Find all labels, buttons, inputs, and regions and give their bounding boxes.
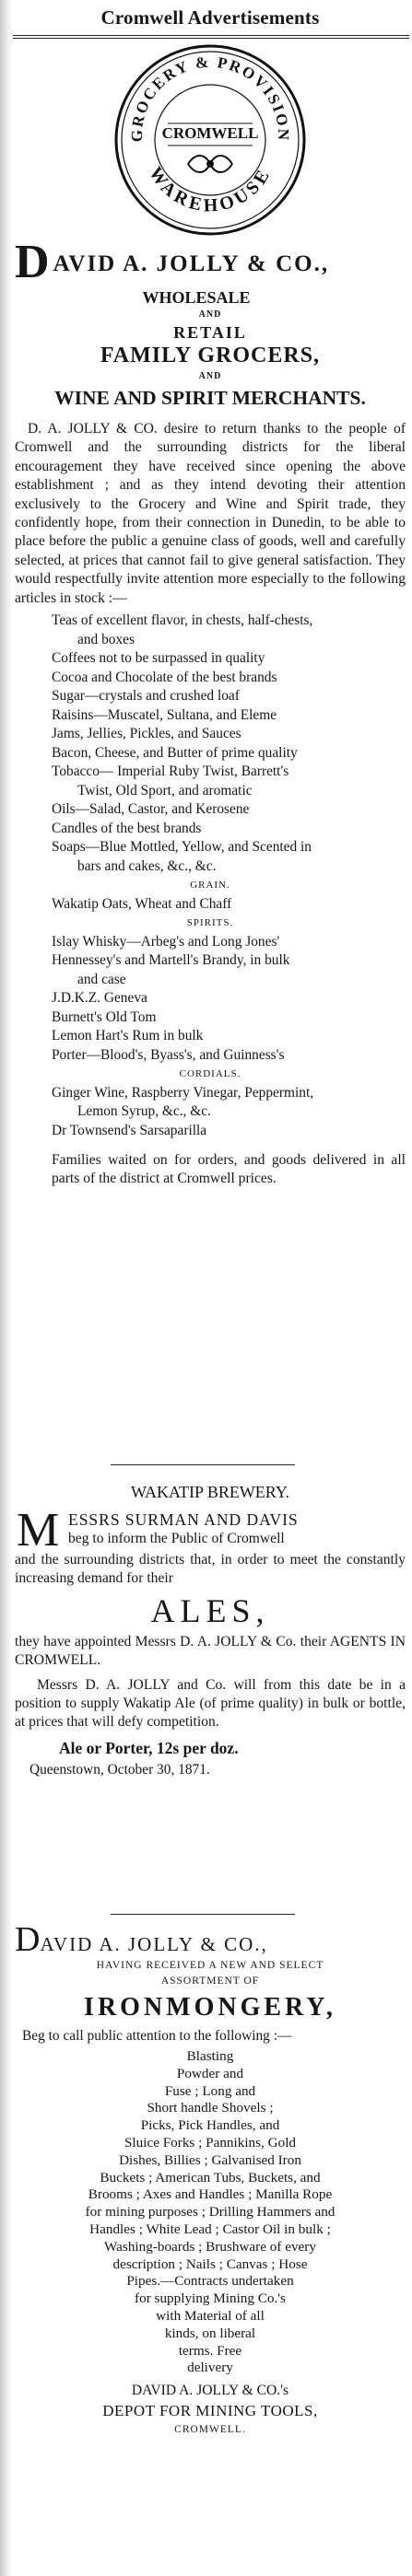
list-item: Tobacco— Imperial Ruby Twist, Barrett's: [52, 763, 289, 780]
list-item: Islay Whisky—Arbeg's and Long Jones': [52, 933, 280, 950]
retail-label: RETAIL: [173, 323, 247, 342]
list-item: Fuse ; Long and: [164, 2082, 256, 2099]
seal-center-text: CROMWELL: [161, 124, 259, 142]
firm-name-line: [15, 236, 406, 288]
list-item: Twist, Old Sport, and aromatic: [77, 782, 253, 798]
footer-town: CROMWELL.: [174, 2424, 246, 2436]
list-item: Pipes.—Contracts undertaken: [126, 2273, 294, 2290]
spirits-heading: SPIRITS.: [186, 917, 234, 929]
list-item: Cocoa and Chocolate of the best brands: [52, 669, 277, 685]
list-item: Burnett's Old Tom: [52, 1008, 157, 1025]
firm-name: AVID A. JOLLY & CO.,: [53, 251, 330, 276]
wholesale-label: WHOLESALE: [142, 288, 251, 307]
list-item: Teas of excellent flavor, in chests, half-chests,: [52, 612, 313, 629]
intro-paragraph: D. A. JOLLY & CO. desire to return thanks to the people of Cromwell and the surrounding districts for the liberal encouragement they have received since opening the above establishment ; and as they intend devoting their attention exclusively to the Grocery and Wine and Spirit trade, they confidently hope, from their connection in Dunedin, to be able to place before the public a genuine class of goods, well and carefully selected, at prices that cannot fail to give general satisfaction. They would respectfully invite attention more especially to the following articles in stock :—: [15, 421, 406, 606]
ornament-icon: [188, 156, 232, 172]
list-item: Sluice Forks ; Pannikins, Gold: [124, 2134, 297, 2151]
page-header: Cromwell Advertisements: [100, 6, 320, 29]
ironmongery-label: IRONMONGERY,: [84, 1993, 336, 2022]
firm-name-line-2: [15, 1921, 406, 1958]
footer-depot: DEPOT FOR MINING TOOLS,: [102, 2402, 318, 2420]
brewery-line-2: beg to inform the Public of Cromwell: [68, 1531, 285, 1546]
cordials-heading: CORDIALS.: [179, 1068, 241, 1080]
brewery-first-lines: [15, 1504, 406, 1556]
list-item: Oils—Salad, Castor, and Kerosene: [52, 801, 250, 818]
ad-jolly-ironmongery: [15, 1921, 406, 2438]
ad-jolly-grocers: [15, 236, 406, 1189]
drop-cap: M: [17, 1504, 60, 1556]
short-rule-1: [111, 1464, 295, 1465]
list-item: Soaps—Blue Mottled, Yellow, and Scented in: [52, 839, 312, 856]
price-line: Ale or Porter, 12s per doz.: [59, 1738, 239, 1757]
ad-wakatip-brewery: [15, 1481, 406, 1780]
list-item: and boxes: [77, 631, 135, 647]
seal-bottom-text: WAREHOUSE: [145, 163, 276, 216]
list-item: for mining purposes ; Drilling Hammers and: [85, 2204, 335, 2220]
brewery-body-1: and the surrounding districts that, in order to meet the constantly increasing demand for their: [15, 1552, 406, 1587]
list-item: Lemon Syrup, &c., &c.: [77, 1103, 211, 1120]
list-item: Porter—Blood's, Byass's, and Guinness's: [52, 1046, 285, 1063]
list-item: with Material of all: [156, 2307, 265, 2324]
list-item: Wakatip Oats, Wheat and Chaff: [52, 895, 232, 912]
brewery-body-3: Messrs D. A. JOLLY and Co. will from this date be in a position to supply Wakatip Ale (of prime quality) in bulk or bottle, at prices that will defy competition.: [15, 1676, 406, 1731]
list-item: Powder and: [176, 2065, 244, 2081]
list-item: Short handle Shovels ;: [147, 2100, 274, 2116]
brewery-heading: WAKATIP BREWERY.: [130, 1483, 289, 1501]
brewery-firm: ESSRS SURMAN AND DAVIS: [68, 1510, 299, 1529]
list-item: Picks, Pick Handles, and: [140, 2117, 280, 2134]
svg-text:WAREHOUSE: [145, 164, 275, 216]
list-item: Handles ; White Lead ; Castor Oil in bulk ;: [89, 2220, 331, 2237]
list-item: Dishes, Billies ; Galvanised Iron: [119, 2151, 301, 2168]
seal-arc-text: GROCERY & PROVISION: [127, 52, 293, 143]
list-item: Bacon, Cheese, and Butter of prime quality: [52, 744, 298, 761]
drop-cap: D: [15, 236, 50, 288]
firm-name-2: AVID A. JOLLY & CO.,: [40, 1933, 268, 1955]
wine-spirit-label: WINE AND SPIRIT MERCHANTS.: [54, 387, 366, 409]
having-received: HAVING RECEIVED A NEW AND SELECT: [96, 1960, 324, 1971]
list-item: kinds, on liberal: [164, 2325, 256, 2341]
and-label-2: AND: [198, 371, 222, 381]
short-rule-2: [111, 1914, 295, 1915]
list-item: Candles of the best brands: [52, 820, 202, 836]
stock-list: [15, 612, 406, 1140]
list-item: and case: [77, 971, 126, 987]
page-gutter: [0, 0, 13, 2576]
list-item: J.D.K.Z. Geneva: [52, 990, 147, 1007]
list-item: Lemon Hart's Rum in bulk: [52, 1028, 204, 1044]
drop-cap: D: [15, 1920, 41, 1959]
list-item: Jams, Jellies, Pickles, and Sauces: [52, 726, 241, 742]
list-item: Blasting: [186, 2048, 234, 2064]
warehouse-seal: [112, 42, 308, 238]
list-item: for supplying Mining Co.'s: [135, 2290, 286, 2307]
list-item: Buckets ; American Tubs, Buckets, and: [100, 2169, 321, 2186]
seal-graphic: [112, 42, 308, 238]
beg-line: Beg to call public attention to the following :—: [22, 2028, 292, 2044]
footer-firm: DAVID A. JOLLY & CO.'s: [131, 2383, 289, 2399]
ales-label: ALES,: [150, 1591, 270, 1629]
and-label-1: AND: [198, 309, 222, 320]
list-item: bars and cakes, &c., &c.: [77, 857, 217, 874]
list-item: Hennessey's and Martell's Brandy, in bulk: [52, 952, 290, 969]
brewery-body-2: they have appointed Messrs D. A. JOLLY & Co. their AGENTS IN CROMWELL.: [15, 1633, 406, 1669]
list-item: Coffees not to be surpassed in quality: [52, 650, 265, 667]
list-item: description ; Nails ; Canvas ; Hose: [112, 2255, 308, 2272]
header-rule: [13, 35, 409, 39]
closing-paragraph: Families waited on for orders, and goods delivered in all parts of the district at Cromwell prices.: [52, 1152, 406, 1187]
assortment-of: ASSORTMENT OF: [160, 1976, 260, 1987]
list-item: Washing-boards ; Brushware of every: [104, 2238, 316, 2255]
list-item: Brooms ; Axes and Handles ; Manilla Rope: [88, 2186, 333, 2203]
dateline: Queenstown, October 30, 1871.: [29, 1761, 210, 1778]
ironmongery-list: [15, 2048, 406, 2377]
family-grocers-label: FAMILY GROCERS,: [100, 344, 321, 367]
grain-heading: GRAIN.: [190, 880, 230, 892]
list-item: Sugar—crystals and crushed loaf: [52, 688, 240, 705]
list-item: Ginger Wine, Raspberry Vinegar, Peppermint,: [52, 1084, 314, 1101]
list-item: delivery: [187, 2360, 233, 2376]
list-item: Dr Townsend's Sarsaparilla: [52, 1122, 207, 1138]
list-item: Raisins—Muscatel, Sultana, and Eleme: [52, 706, 277, 723]
list-item: terms. Free: [178, 2342, 242, 2359]
